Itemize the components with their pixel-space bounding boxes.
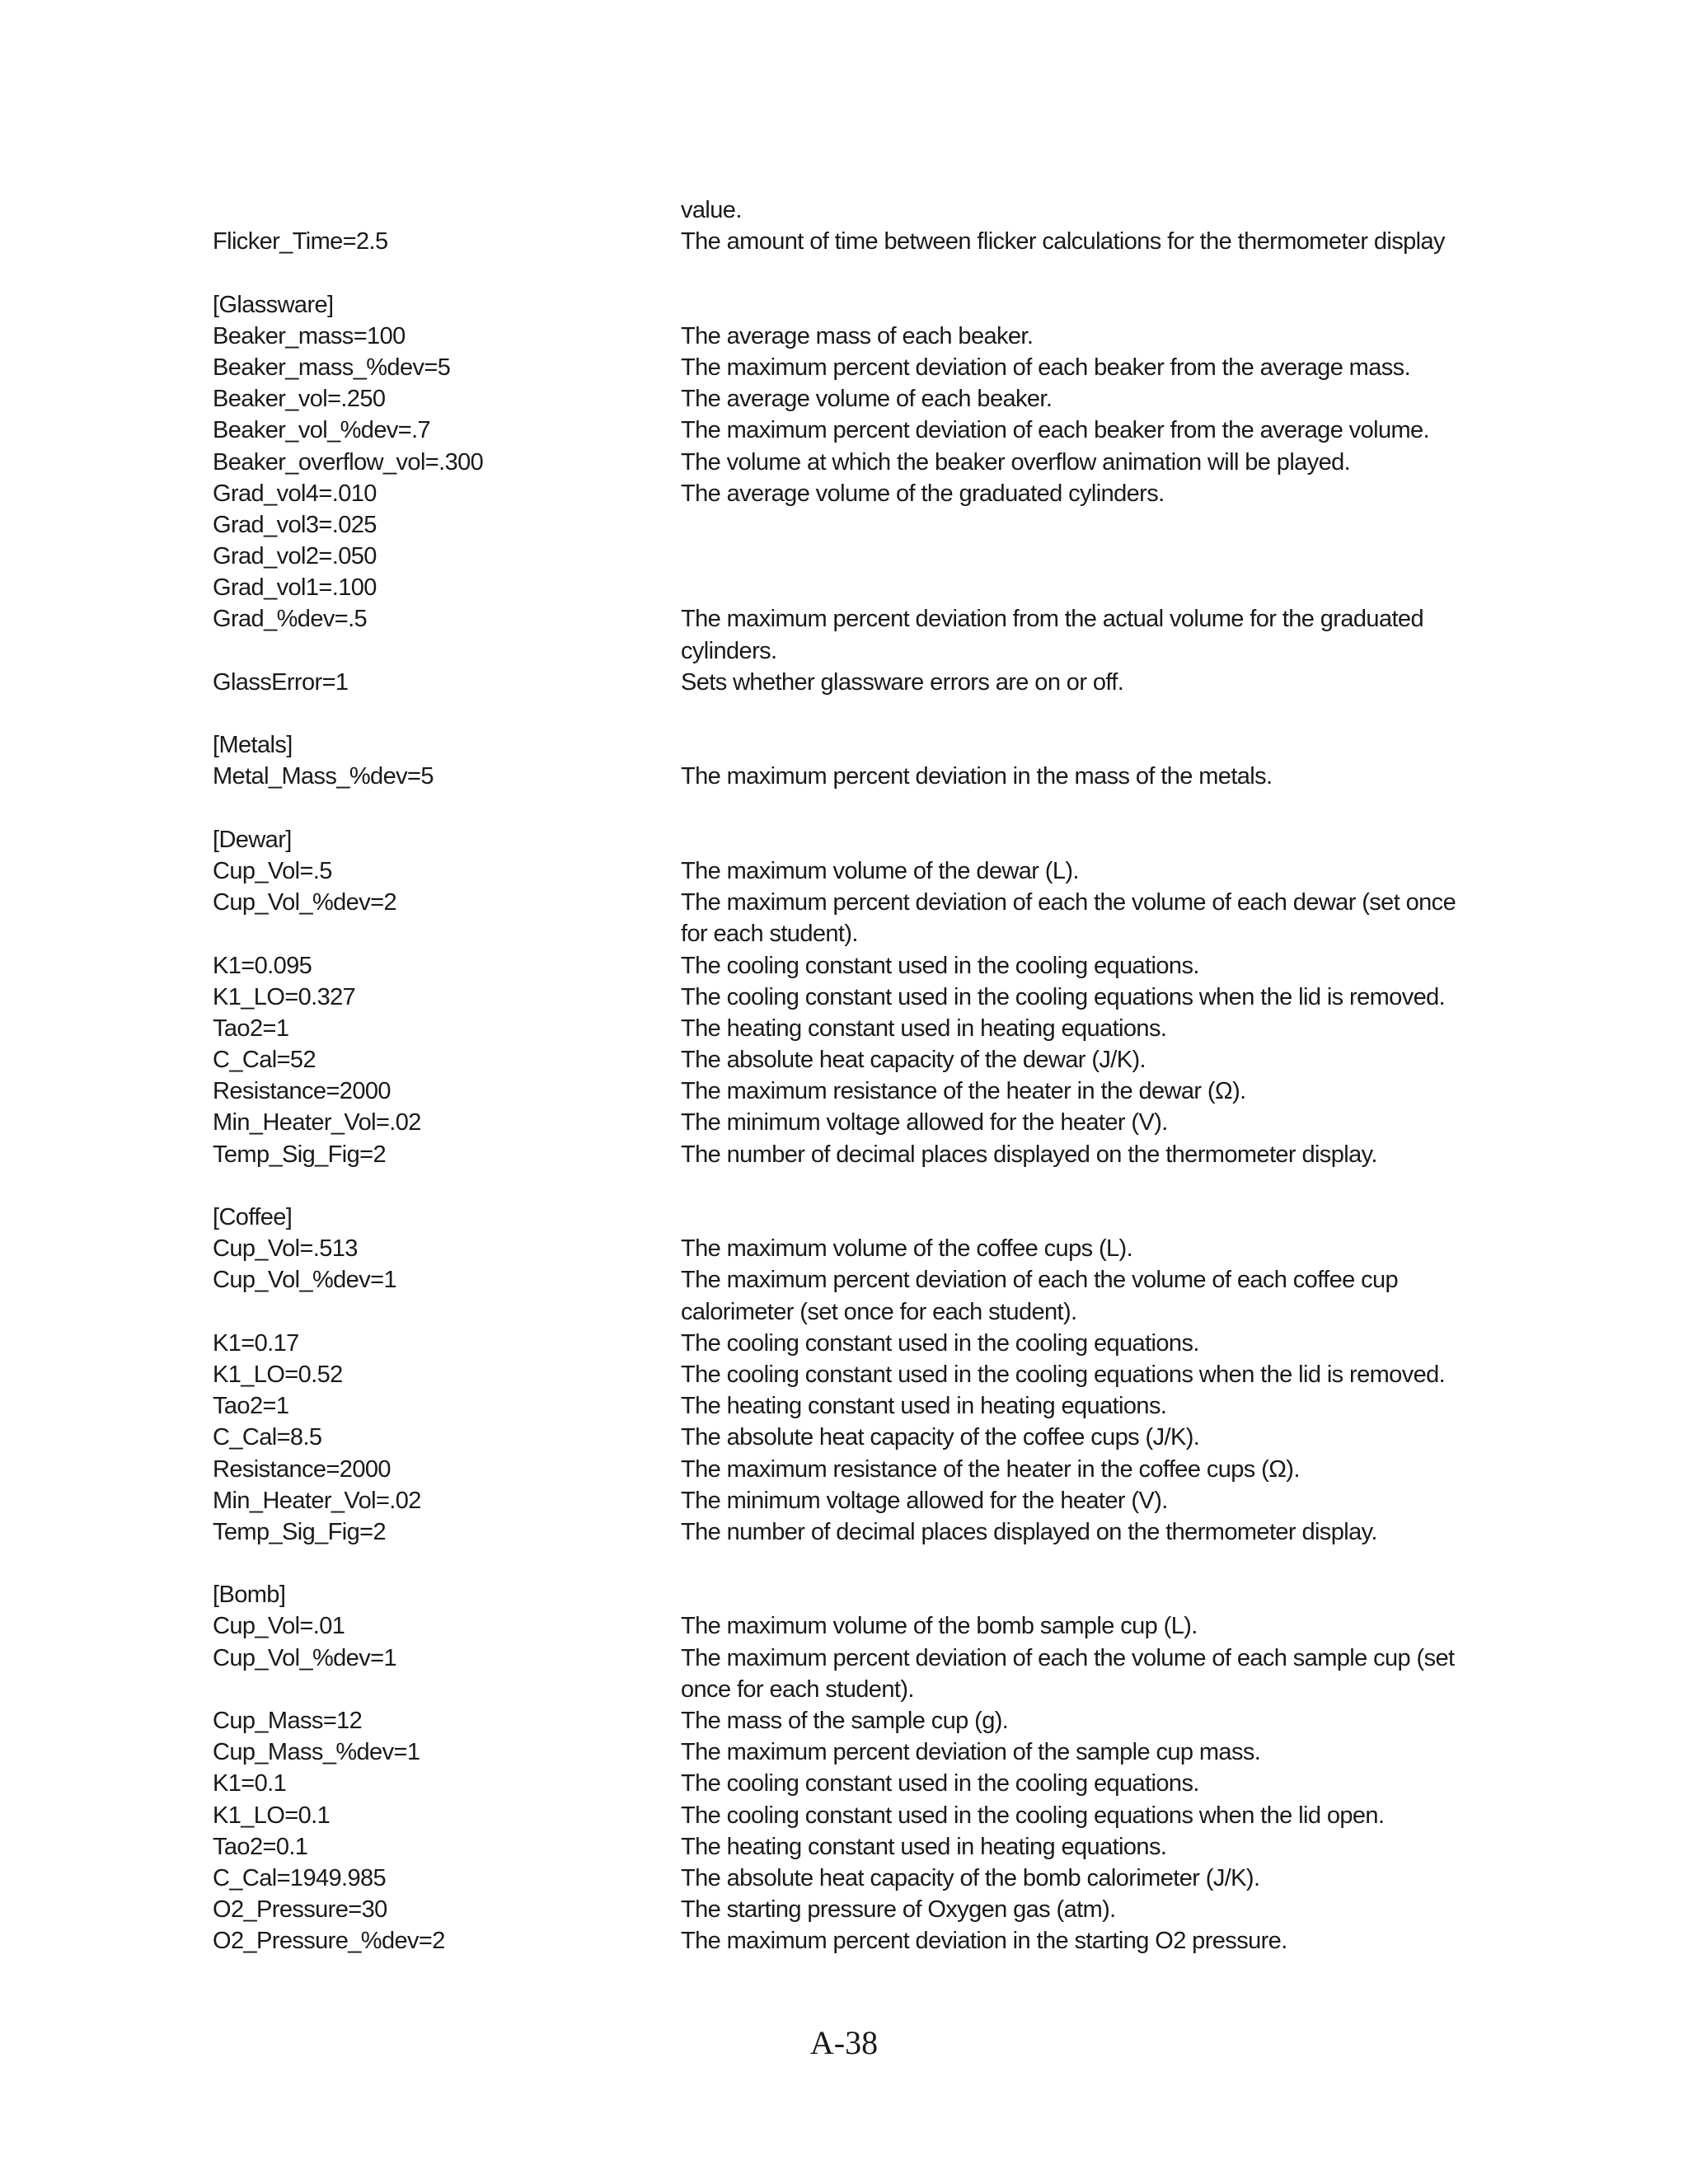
config-description: The heating constant used in heating equations. — [681, 1015, 1167, 1042]
config-description: The cooling constant used in the cooling equations. — [681, 952, 1199, 979]
config-description — [681, 572, 1498, 603]
config-key: Flicker_Time=2.5 — [213, 228, 388, 255]
config-key: Cup_Vol_%dev=1 — [213, 1644, 396, 1671]
page-number: A-38 — [809, 2024, 879, 2061]
config-description — [681, 1202, 1498, 1233]
config-key: [Dewar] — [213, 826, 292, 853]
config-line — [213, 855, 1498, 887]
config-key: C_Cal=52 — [213, 1047, 316, 1074]
config-key: GlassError=1 — [213, 668, 349, 696]
config-description: The cooling constant used in the cooling equations when the lid is removed. — [681, 1361, 1446, 1388]
config-line — [213, 1516, 1498, 1548]
config-key: Beaker_vol_%dev=.7 — [213, 417, 431, 444]
config-listing — [213, 194, 1498, 1957]
config-line — [213, 603, 1498, 635]
config-key: C_Cal=8.5 — [213, 1424, 322, 1451]
config-description — [681, 729, 1498, 761]
config-line — [213, 1454, 1498, 1485]
config-key: [Bomb] — [213, 1582, 286, 1609]
config-line — [213, 667, 1498, 698]
config-key — [213, 635, 681, 667]
config-line — [213, 1768, 1498, 1799]
config-description — [681, 257, 1498, 288]
config-key: Tao2=1 — [213, 1393, 289, 1420]
config-line — [213, 1610, 1498, 1642]
config-description — [681, 824, 1498, 855]
config-description: The heating constant used in heating equations. — [681, 1393, 1167, 1420]
config-description: The absolute heat capacity of the dewar (J/K). — [681, 1047, 1146, 1074]
config-line — [213, 1485, 1498, 1516]
config-key: K1=0.095 — [213, 952, 312, 979]
config-description: The absolute heat capacity of the bomb calorimeter (J/K). — [681, 1864, 1260, 1891]
config-line — [213, 824, 1498, 855]
config-key: Grad_vol1=.100 — [213, 574, 377, 602]
config-key: K1_LO=0.52 — [213, 1361, 343, 1388]
config-key — [213, 1674, 681, 1705]
config-description: The heating constant used in heating equations. — [681, 1833, 1167, 1860]
config-key: Beaker_mass=100 — [213, 322, 406, 349]
config-description — [681, 1548, 1498, 1579]
config-line — [213, 572, 1498, 603]
config-line — [213, 918, 1498, 949]
config-key: Cup_Vol=.513 — [213, 1235, 358, 1263]
config-key: Resistance=2000 — [213, 1455, 391, 1483]
config-line — [213, 447, 1498, 478]
config-key: Cup_Vol=.5 — [213, 857, 332, 884]
config-line — [213, 982, 1498, 1013]
config-key: Tao2=1 — [213, 1015, 289, 1042]
config-key: C_Cal=1949.985 — [213, 1864, 387, 1891]
config-description: The cooling constant used in the cooling equations. — [681, 1770, 1199, 1797]
config-line — [213, 415, 1498, 446]
config-description: The maximum volume of the dewar (L). — [681, 857, 1079, 884]
config-line — [213, 761, 1498, 792]
config-line — [213, 1643, 1498, 1674]
config-description: The cooling constant used in the cooling equations. — [681, 1329, 1199, 1357]
config-key: Cup_Mass_%dev=1 — [213, 1739, 420, 1766]
config-line — [213, 1800, 1498, 1831]
config-description — [681, 509, 1498, 541]
config-line — [213, 352, 1498, 383]
config-description: The starting pressure of Oxygen gas (atm). — [681, 1896, 1116, 1924]
config-description: The average mass of each beaker. — [681, 322, 1034, 349]
config-description — [681, 1170, 1498, 1202]
config-line — [213, 1296, 1498, 1328]
blank-line — [213, 257, 1498, 288]
config-key: [Metals] — [213, 732, 293, 759]
config-description — [681, 541, 1498, 572]
config-line — [213, 1233, 1498, 1264]
config-line — [213, 1328, 1498, 1359]
config-key: Cup_Vol_%dev=2 — [213, 889, 396, 916]
config-line — [213, 541, 1498, 572]
config-key: Temp_Sig_Fig=2 — [213, 1141, 387, 1168]
config-key: Grad_vol4=.010 — [213, 480, 377, 507]
config-description: The maximum percent deviation of each beaker from the average volume. — [681, 417, 1430, 444]
config-description: The maximum percent deviation from the actual volume for the graduated — [681, 606, 1423, 633]
config-description: The maximum percent deviation in the mass of the metals. — [681, 763, 1273, 790]
config-key: Grad_%dev=.5 — [213, 606, 368, 633]
config-description: The number of decimal places displayed on the thermometer display. — [681, 1518, 1377, 1545]
config-key: Min_Heater_Vol=.02 — [213, 1109, 421, 1137]
config-key: Cup_Vol_%dev=1 — [213, 1267, 396, 1294]
blank-line — [213, 698, 1498, 729]
config-description: The cooling constant used in the cooling equations when the lid open. — [681, 1802, 1385, 1829]
config-line — [213, 1925, 1498, 1957]
config-key: Beaker_mass_%dev=5 — [213, 354, 451, 381]
config-key: Beaker_vol=.250 — [213, 386, 386, 413]
config-description — [681, 1579, 1498, 1610]
config-description: once for each student). — [681, 1675, 914, 1703]
config-line — [213, 509, 1498, 541]
config-description: The volume at which the beaker overflow animation will be played. — [681, 448, 1351, 476]
config-key — [213, 793, 681, 824]
config-description: The maximum volume of the bomb sample cup (L). — [681, 1613, 1198, 1640]
config-line — [213, 1831, 1498, 1863]
config-key — [213, 918, 681, 949]
config-line — [213, 1264, 1498, 1296]
config-line — [213, 1863, 1498, 1894]
config-key: Metal_Mass_%dev=5 — [213, 763, 434, 790]
config-line — [213, 383, 1498, 415]
config-description: cylinders. — [681, 637, 777, 664]
config-description: calorimeter (set once for each student). — [681, 1298, 1077, 1325]
config-line — [213, 1139, 1498, 1170]
config-key: Grad_vol2=.050 — [213, 543, 377, 570]
config-line — [213, 1736, 1498, 1768]
config-line — [213, 1579, 1498, 1610]
config-line — [213, 1107, 1498, 1138]
config-description: The minimum voltage allowed for the heater (V). — [681, 1487, 1168, 1514]
config-line — [213, 1076, 1498, 1107]
config-key: Grad_vol3=.025 — [213, 511, 377, 538]
blank-line — [213, 793, 1498, 824]
config-key: [Coffee] — [213, 1204, 293, 1230]
config-key — [213, 698, 681, 729]
config-description: value. — [681, 197, 742, 223]
config-key — [213, 257, 681, 288]
config-description: The minimum voltage allowed for the heater (V). — [681, 1109, 1168, 1137]
config-description: The average volume of the graduated cylinders. — [681, 480, 1165, 507]
config-key — [213, 1296, 681, 1328]
config-key — [213, 194, 681, 226]
config-description: The maximum volume of the coffee cups (L). — [681, 1235, 1133, 1263]
config-description: The maximum percent deviation of each beaker from the average mass. — [681, 354, 1411, 381]
config-description: Sets whether glassware errors are on or off. — [681, 668, 1124, 696]
config-key: Tao2=0.1 — [213, 1833, 308, 1860]
config-description — [681, 289, 1498, 321]
config-key: K1_LO=0.327 — [213, 983, 356, 1010]
config-description: for each student). — [681, 921, 858, 948]
config-line — [213, 1705, 1498, 1736]
config-line — [213, 194, 1498, 226]
config-line — [213, 1044, 1498, 1076]
config-key: Cup_Vol=.01 — [213, 1613, 345, 1640]
config-key: K1=0.1 — [213, 1770, 287, 1797]
config-key — [213, 1548, 681, 1579]
config-line — [213, 226, 1498, 257]
config-description: The maximum resistance of the heater in the coffee cups (Ω). — [681, 1455, 1300, 1483]
config-line — [213, 1202, 1498, 1233]
blank-line — [213, 1548, 1498, 1579]
config-description: The maximum resistance of the heater in the dewar (Ω). — [681, 1078, 1246, 1105]
config-description: The maximum percent deviation in the starting O2 pressure. — [681, 1928, 1287, 1955]
config-description: The average volume of each beaker. — [681, 386, 1053, 413]
config-key — [213, 1170, 681, 1202]
config-description: The mass of the sample cup (g). — [681, 1708, 1009, 1734]
config-line — [213, 887, 1498, 918]
config-key: [Glassware] — [213, 291, 334, 318]
config-line — [213, 1894, 1498, 1925]
config-description — [681, 698, 1498, 729]
config-key: Beaker_overflow_vol=.300 — [213, 448, 484, 476]
config-line — [213, 478, 1498, 509]
config-description: The absolute heat capacity of the coffee cups (J/K). — [681, 1424, 1200, 1451]
config-description: The number of decimal places displayed on the thermometer display. — [681, 1141, 1377, 1168]
config-description: The maximum percent deviation of each the volume of each coffee cup — [681, 1267, 1399, 1294]
config-line — [213, 1390, 1498, 1422]
config-key: Resistance=2000 — [213, 1078, 391, 1105]
config-key: K1=0.17 — [213, 1329, 299, 1357]
config-key: Cup_Mass=12 — [213, 1708, 363, 1734]
config-line — [213, 1674, 1498, 1705]
config-description: The maximum percent deviation of each the volume of each sample cup (set — [681, 1644, 1455, 1671]
config-line — [213, 289, 1498, 321]
config-description — [681, 793, 1498, 824]
config-description: The cooling constant used in the cooling equations when the lid is removed. — [681, 983, 1446, 1010]
config-description: The amount of time between flicker calculations for the thermometer display — [681, 228, 1445, 255]
config-key: O2_Pressure=30 — [213, 1896, 387, 1924]
config-line — [213, 1422, 1498, 1453]
config-line — [213, 1359, 1498, 1390]
config-line — [213, 950, 1498, 982]
config-line — [213, 1013, 1498, 1044]
config-key: Temp_Sig_Fig=2 — [213, 1518, 387, 1545]
config-key: O2_Pressure_%dev=2 — [213, 1928, 445, 1955]
blank-line — [213, 1170, 1498, 1202]
config-line — [213, 321, 1498, 352]
config-key: Min_Heater_Vol=.02 — [213, 1487, 421, 1514]
config-description: The maximum percent deviation of the sample cup mass. — [681, 1739, 1261, 1766]
config-line — [213, 635, 1498, 667]
config-key: K1_LO=0.1 — [213, 1802, 331, 1829]
config-line — [213, 729, 1498, 761]
config-description: The maximum percent deviation of each the volume of each dewar (set once — [681, 889, 1456, 916]
